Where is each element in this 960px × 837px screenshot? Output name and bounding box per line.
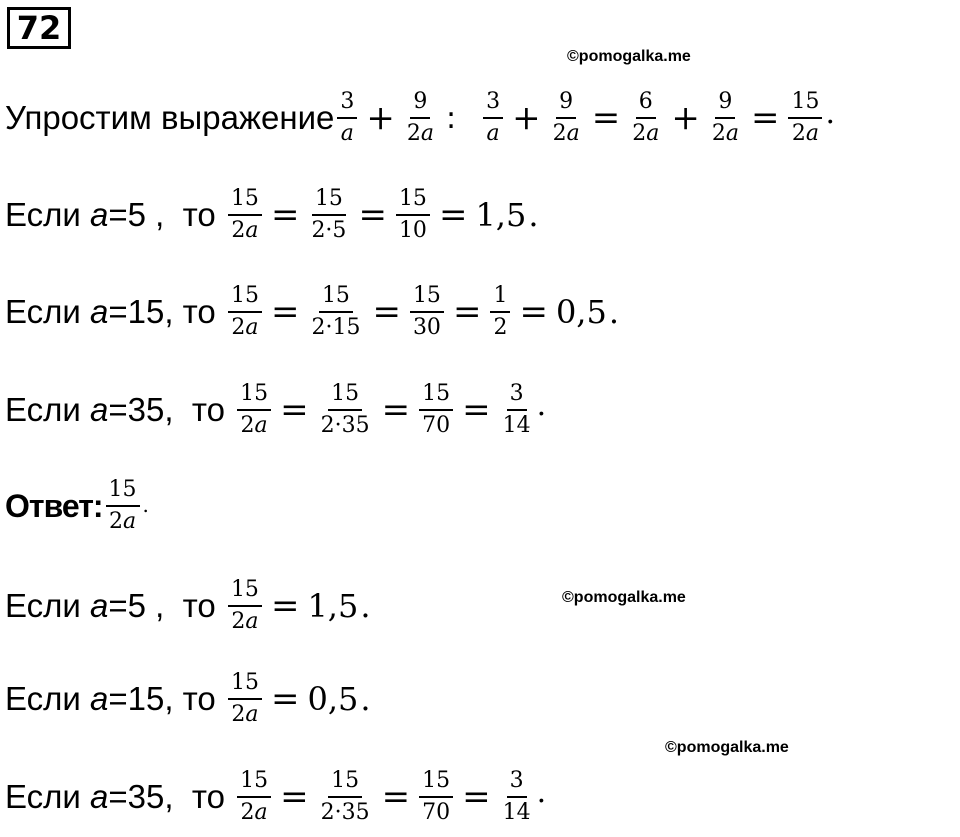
summary-a35-math: $\frac{15}{2a}$ = $\frac{15}{2\cdot 35}$ = $\frac{15}{70}$ = $\frac{3}{14}$ . xyxy=(234,768,546,826)
watermark-top: ©pomogalka.me xyxy=(567,48,691,65)
fraction: $\frac{15}{2\cdot 35}$ xyxy=(320,381,370,438)
variable-a: a xyxy=(90,196,109,233)
fraction: $\frac{3}{14}$ xyxy=(502,381,531,438)
fraction: $\frac{3}{a}$ xyxy=(337,89,357,147)
simplify-line: Упростим выражение $\frac{3}{a}$ + $\frac{9}{2a}$ : $\frac{3}{a}$ + $\frac{9}{2a}$ = $\frac{6}{2a}$ + $\frac{9}{2a}$ = $\frac{15}{2a}$ . xyxy=(5,89,836,146)
fraction: $\frac{15}{2a}$ xyxy=(228,670,262,728)
variable-a: a xyxy=(90,778,109,815)
variable-a: a xyxy=(90,680,109,717)
fraction: $\frac{15}{2a}$ xyxy=(106,477,140,535)
fraction: $\frac{15}{70}$ xyxy=(419,768,453,826)
summary-a5-line xyxy=(5,566,371,646)
simplify-text: Упростим выражение xyxy=(5,99,335,136)
case-condition: =15, то xyxy=(108,293,225,330)
summary-a15-line xyxy=(5,659,371,739)
fraction: $\frac{3}{14}$ xyxy=(502,768,531,825)
variable-a: a xyxy=(90,293,109,330)
problem-number: 72 xyxy=(7,7,71,49)
case-prefix: Если xyxy=(5,196,90,233)
case-a35-line xyxy=(5,370,546,450)
answer-line xyxy=(5,466,149,546)
case-prefix: Если xyxy=(5,778,90,815)
case-condition: =35, то xyxy=(108,778,235,815)
fraction: $\frac{15}{2a}$ xyxy=(237,381,271,439)
answer-math: $\frac{15}{2a}$ . xyxy=(103,477,149,535)
fraction: $\frac{1}{2}$ xyxy=(490,283,510,341)
case-condition: =5 , то xyxy=(108,587,225,624)
fraction: $\frac{3}{a}$ xyxy=(483,89,503,147)
case-a35-math: $\frac{15}{2a}$ = $\frac{15}{2\cdot 35}$ = $\frac{15}{70}$ = $\frac{3}{14}$ . xyxy=(234,381,546,439)
fraction: $\frac{6}{2a}$ xyxy=(632,89,660,146)
fraction: $\frac{15}{2\cdot 5}$ xyxy=(311,186,347,243)
result-value: 0,5 xyxy=(307,680,359,718)
fraction: $\frac{9}{2a}$ xyxy=(711,89,739,146)
fraction: $\frac{15}{2a}$ xyxy=(228,283,262,341)
fraction: $\frac{15}{70}$ xyxy=(419,381,453,439)
simplification-chain: $\frac{3}{a}$ + $\frac{9}{2a}$ = $\frac{6}{2a}$ + $\frac{9}{2a}$ = $\frac{15}{2a}$ . xyxy=(480,89,835,147)
summary-a35-line xyxy=(5,757,546,837)
summary-a5-math: $\frac{15}{2a}$ = 1,5 . xyxy=(225,577,371,635)
result-value: 1,5 xyxy=(307,587,359,625)
result-value: 0,5 xyxy=(555,293,607,331)
fraction: $\frac{9}{2a}$ xyxy=(552,89,580,146)
given-expression: $\frac{3}{a}$ + $\frac{9}{2a}$ xyxy=(334,89,440,147)
variable-a: a xyxy=(90,587,109,624)
fraction: $\frac{15}{2a}$ xyxy=(237,768,271,826)
fraction: $\frac{15}{2\cdot 15}$ xyxy=(311,283,361,340)
watermark-middle: ©pomogalka.me xyxy=(562,589,686,606)
variable-a: a xyxy=(90,391,109,428)
fraction: $\frac{15}{2\cdot 35}$ xyxy=(320,768,370,825)
fraction: $\frac{15}{2a}$ xyxy=(228,186,262,244)
fraction: $\frac{9}{2a}$ xyxy=(406,89,434,146)
case-a15-line xyxy=(5,272,619,352)
case-condition: =5 , то xyxy=(108,196,225,233)
watermark-bottom: ©pomogalka.me xyxy=(665,739,789,756)
case-condition: =35, то xyxy=(108,391,235,428)
fraction: $\frac{15}{30}$ xyxy=(410,283,444,341)
case-a5-math: $\frac{15}{2a}$ = $\frac{15}{2\cdot 5}$ = $\frac{15}{10}$ = 1,5 . xyxy=(225,186,539,244)
fraction: $\frac{15}{10}$ xyxy=(396,186,430,244)
case-a5-line xyxy=(5,175,539,255)
case-prefix: Если xyxy=(5,391,90,428)
case-prefix: Если xyxy=(5,680,90,717)
answer-label: Ответ: xyxy=(5,487,103,524)
result-value: 1,5 xyxy=(475,196,527,234)
case-prefix: Если xyxy=(5,293,90,330)
fraction: $\frac{15}{2a}$ xyxy=(228,577,262,635)
fraction: $\frac{15}{2a}$ xyxy=(788,89,822,147)
case-condition: =15, то xyxy=(108,680,225,717)
case-a15-math: $\frac{15}{2a}$ = $\frac{15}{2\cdot 15}$ = $\frac{15}{30}$ = $\frac{1}{2}$ = 0,5 . xyxy=(225,283,619,341)
case-prefix: Если xyxy=(5,587,90,624)
summary-a15-math: $\frac{15}{2a}$ = 0,5 . xyxy=(225,670,371,728)
